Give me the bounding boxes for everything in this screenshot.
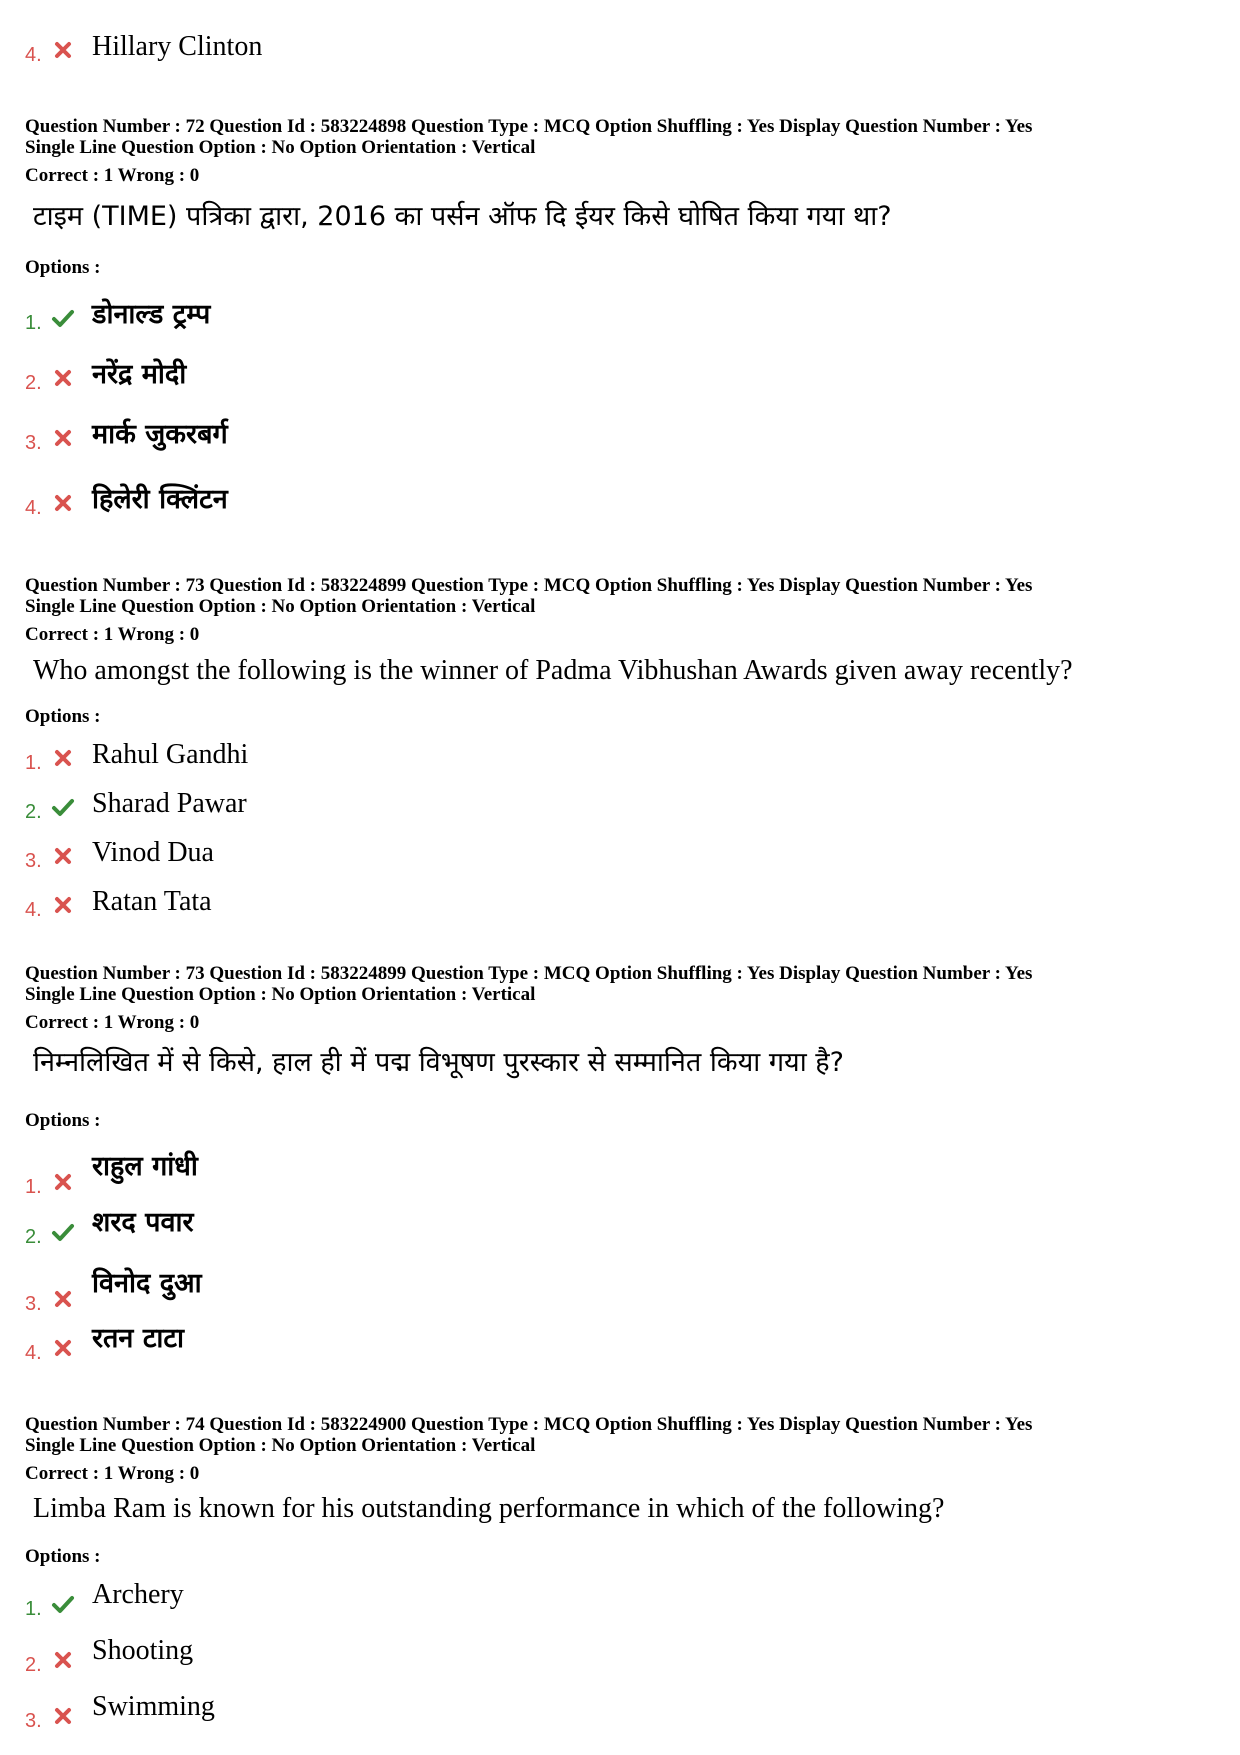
cross-icon <box>51 1648 75 1672</box>
question-meta <box>25 963 1215 1005</box>
option-number: 1. <box>25 312 42 334</box>
option-number: 2. <box>25 801 42 823</box>
cross-icon <box>51 366 75 390</box>
options-label: Options : <box>25 257 101 278</box>
option-number: 3. <box>25 1293 42 1315</box>
check-icon <box>51 1592 75 1616</box>
question-meta <box>25 575 1215 617</box>
option-text: मार्क जुकरबर्ग <box>92 419 228 450</box>
option-number: 4. <box>25 497 42 519</box>
cross-icon <box>51 1336 75 1360</box>
option-text: हिलेरी क्लिंटन <box>92 484 228 515</box>
option-text: Sharad Pawar <box>92 788 247 819</box>
option-text: डोनाल्ड ट्रम्प <box>92 299 211 330</box>
question-meta-line1: Question Number : 73 Question Id : 583224899 Question Type : MCQ Option Shuffling : Yes Display Question Number : Yes <box>25 963 1033 984</box>
cross-icon <box>51 491 75 515</box>
cross-icon <box>51 1704 75 1728</box>
option-number: 2. <box>25 372 42 394</box>
cross-icon <box>51 1287 75 1311</box>
option-text: Hillary Clinton <box>92 31 263 62</box>
option-text: शरद पवार <box>92 1207 194 1238</box>
question-text: Limba Ram is known for his outstanding performance in which of the following? <box>33 1493 945 1524</box>
cross-icon <box>51 844 75 868</box>
question-meta-line1: Question Number : 72 Question Id : 583224898 Question Type : MCQ Option Shuffling : Yes Display Question Number : Yes <box>25 116 1033 137</box>
option-number: 3. <box>25 432 42 454</box>
cross-icon <box>51 893 75 917</box>
option-text: Shooting <box>92 1635 194 1666</box>
question-meta-line1: Question Number : 73 Question Id : 583224899 Question Type : MCQ Option Shuffling : Yes Display Question Number : Yes <box>25 575 1033 596</box>
score-line: Correct : 1 Wrong : 0 <box>25 1012 200 1033</box>
check-icon <box>51 306 75 330</box>
option-number: 4. <box>25 44 42 66</box>
cross-icon <box>51 1170 75 1194</box>
question-meta <box>25 1414 1215 1456</box>
options-label: Options : <box>25 1546 101 1567</box>
option-text: राहुल गांधी <box>92 1151 198 1182</box>
option-number: 4. <box>25 899 42 921</box>
option-number: 1. <box>25 1598 42 1620</box>
cross-icon <box>51 746 75 770</box>
option-number: 3. <box>25 1710 42 1732</box>
options-label: Options : <box>25 706 101 727</box>
option-number: 4. <box>25 1342 42 1364</box>
score-line: Correct : 1 Wrong : 0 <box>25 1463 200 1484</box>
option-text: Ratan Tata <box>92 886 212 917</box>
option-number: 1. <box>25 752 42 774</box>
option-text: Vinod Dua <box>92 837 214 868</box>
question-meta <box>25 116 1215 158</box>
question-meta-line2: Single Line Question Option : No Option Orientation : Vertical <box>25 1435 536 1456</box>
question-meta-line2: Single Line Question Option : No Option Orientation : Vertical <box>25 596 536 617</box>
score-line: Correct : 1 Wrong : 0 <box>25 624 200 645</box>
question-meta-line1: Question Number : 74 Question Id : 583224900 Question Type : MCQ Option Shuffling : Yes Display Question Number : Yes <box>25 1414 1033 1435</box>
option-number: 3. <box>25 850 42 872</box>
option-text: विनोद दुआ <box>92 1268 202 1299</box>
question-meta-line2: Single Line Question Option : No Option Orientation : Vertical <box>25 984 536 1005</box>
option-text: Swimming <box>92 1691 215 1722</box>
check-icon <box>51 1220 75 1244</box>
cross-icon <box>51 38 75 62</box>
question-text: टाइम (TIME) पत्रिका द्वारा, 2016 का पर्सन ऑफ दि ईयर किसे घोषित किया गया था? <box>33 201 892 232</box>
question-text: Who amongst the following is the winner of Padma Vibhushan Awards given away recently? <box>33 655 1073 686</box>
option-text: रतन टाटा <box>92 1323 185 1354</box>
option-number: 2. <box>25 1226 42 1248</box>
cross-icon <box>51 426 75 450</box>
score-line: Correct : 1 Wrong : 0 <box>25 165 200 186</box>
options-label: Options : <box>25 1110 101 1131</box>
check-icon <box>51 795 75 819</box>
option-text: Rahul Gandhi <box>92 739 249 770</box>
option-number: 2. <box>25 1654 42 1676</box>
question-meta-line2: Single Line Question Option : No Option Orientation : Vertical <box>25 137 536 158</box>
question-text: निम्नलिखित में से किसे, हाल ही में पद्म विभूषण पुरस्कार से सम्मानित किया गया है? <box>33 1047 844 1078</box>
option-number: 1. <box>25 1176 42 1198</box>
option-text: Archery <box>92 1579 184 1610</box>
option-text: नरेंद्र मोदी <box>92 359 187 390</box>
